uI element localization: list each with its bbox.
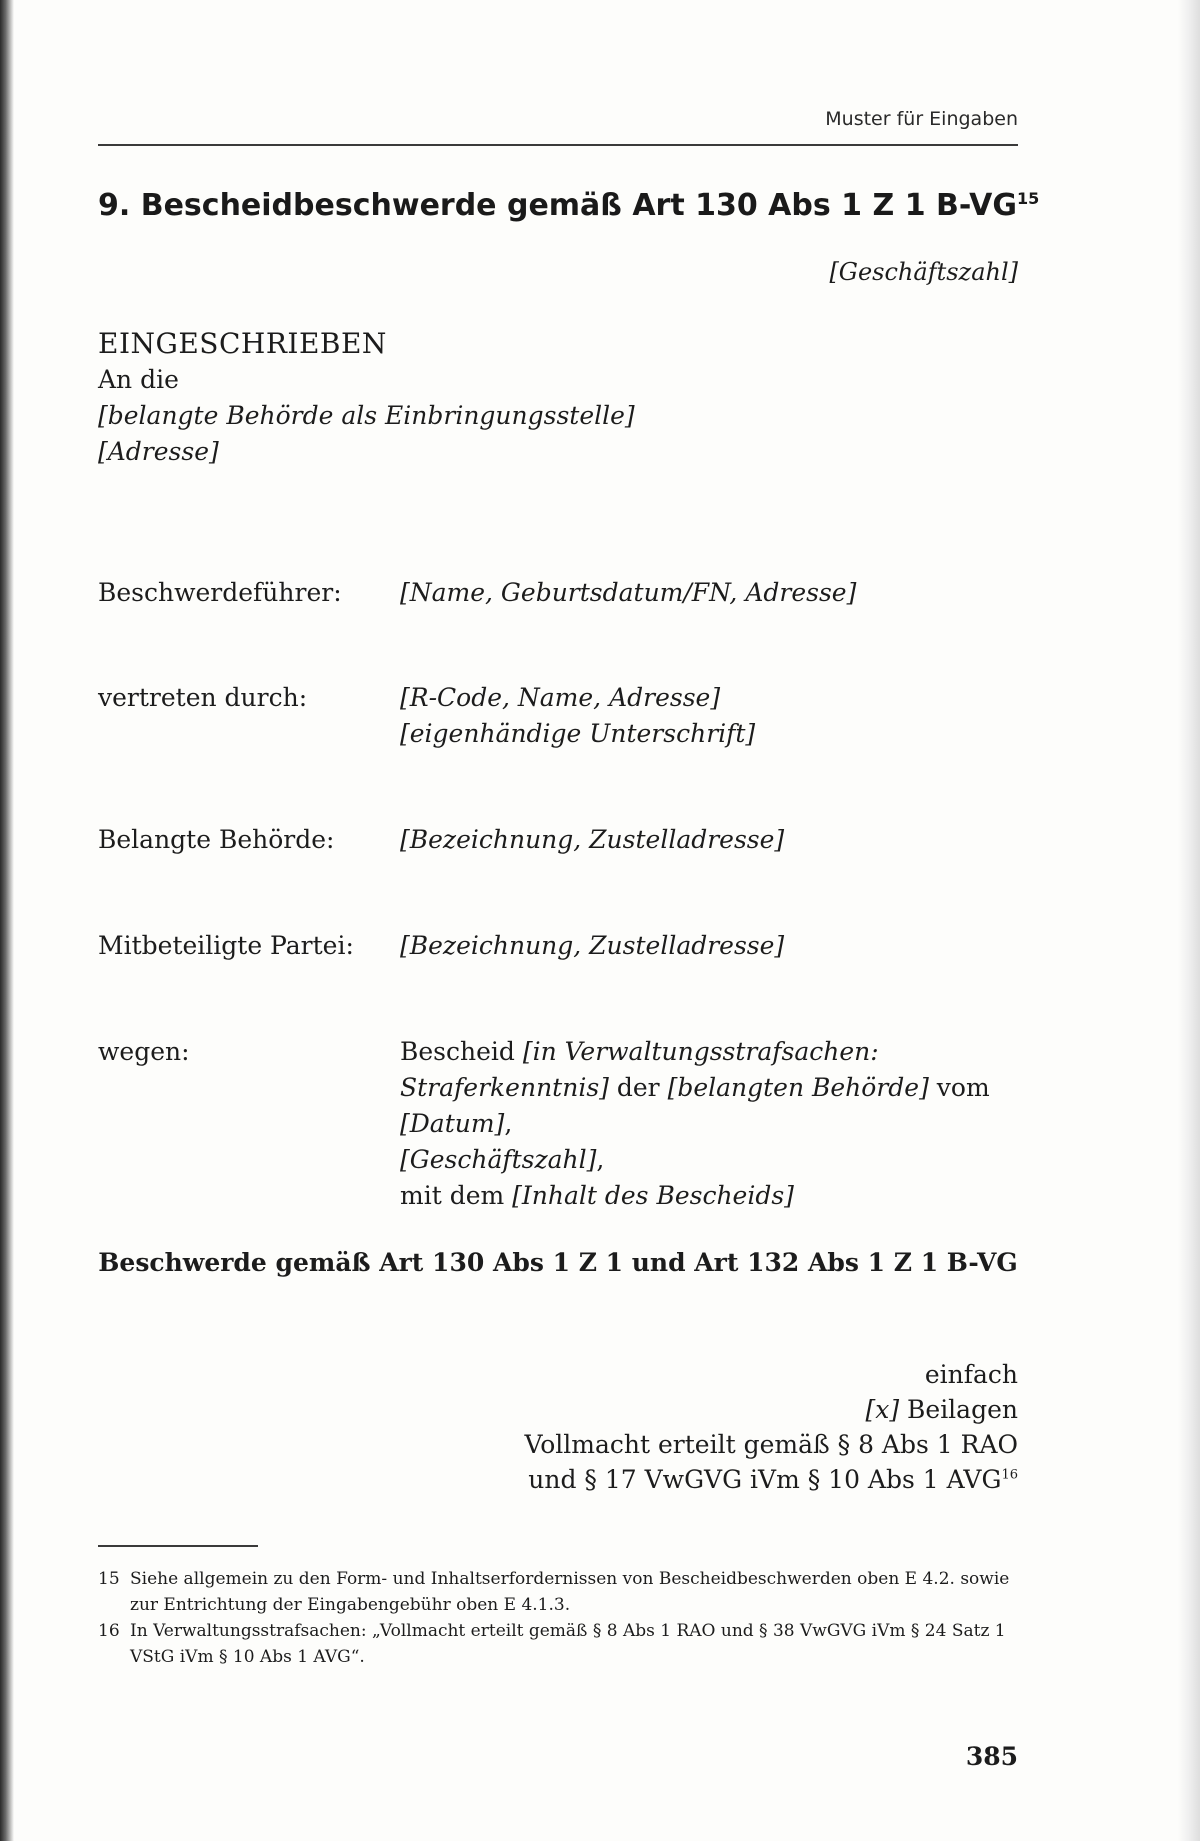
footnote-text: In Verwaltungsstrafsachen: „Vollmacht erteilt gemäß § 8 Abs 1 RAO und § 38 VwGVG iVm § 24 Satz 1 VStG iVm § 10 Abs 1 AVG“. — [130, 1621, 1006, 1667]
party-value: [Bezeichnung, Zustelladresse] — [400, 825, 785, 854]
subject-placeholder: [Geschäftszahl] — [400, 1145, 597, 1174]
attachments-line — [525, 1392, 1019, 1427]
party-label: Beschwerdeführer: — [98, 578, 342, 607]
address-block — [98, 326, 635, 470]
party-label: Mitbeteiligte Partei: — [98, 931, 354, 960]
footnote-ref-16: 16 — [1001, 1467, 1018, 1483]
subject-text: der — [608, 1073, 668, 1102]
party-value — [400, 680, 1020, 752]
case-number: [Geschäftszahl] — [829, 258, 1018, 286]
recipient-intro: An die — [98, 365, 179, 394]
subject-text: Bescheid — [400, 1037, 523, 1066]
attachments-count: [x] — [865, 1395, 900, 1424]
page-number: 385 — [965, 1742, 1018, 1771]
party-label: wegen: — [98, 1037, 190, 1066]
subject-placeholder: [Datum] — [400, 1109, 505, 1138]
attachments-label: Beilagen — [899, 1395, 1018, 1424]
party-label: vertreten durch: — [98, 683, 308, 712]
subject-placeholder: [Inhalt des Bescheids] — [512, 1181, 794, 1210]
representative-signature: [eigenhändige Unterschrift] — [400, 719, 756, 748]
power-of-attorney-basis-text: und § 17 VwGVG iVm § 10 Abs 1 AVG — [528, 1465, 1002, 1494]
subject-text: , — [596, 1145, 605, 1174]
footnote-number: 16 — [98, 1621, 120, 1641]
header-rule — [98, 144, 1018, 146]
footnote-16 — [98, 1618, 1018, 1670]
subject-text: vom — [928, 1073, 990, 1102]
filing-mode: einfach — [924, 1360, 1018, 1389]
filing-info — [525, 1357, 1019, 1497]
representative-details: [R-Code, Name, Adresse] — [400, 683, 721, 712]
footnote-text: Siehe allgemein zu den Form- und Inhaltserfordernissen von Bescheidbeschwerden oben E 4.2. sowie zur Entrichtung der Eingabengebühr oben E 4.1.3. — [130, 1569, 1010, 1615]
registered-mail-label: EINGESCHRIEBEN — [98, 327, 387, 360]
chapter-title — [98, 188, 1039, 223]
footnote-number: 15 — [98, 1569, 120, 1589]
subject-text: mit dem — [400, 1181, 513, 1210]
footnote-ref-15: 15 — [1016, 189, 1040, 208]
footnote-15 — [98, 1566, 1018, 1618]
power-of-attorney-basis — [525, 1462, 1019, 1497]
subject-placeholder: [belangten Behörde] — [667, 1073, 929, 1102]
running-head: Muster für Eingaben — [825, 108, 1018, 130]
party-value: [Bezeichnung, Zustelladresse] — [400, 931, 785, 960]
party-label: Belangte Behörde: — [98, 825, 335, 854]
party-value — [400, 1034, 1020, 1214]
subject-text: , — [504, 1109, 513, 1138]
page-edge-shadow — [1178, 0, 1200, 1841]
recipient-address: [Adresse] — [98, 437, 219, 466]
footnote-rule — [98, 1545, 258, 1547]
power-of-attorney-line: Vollmacht erteilt gemäß § 8 Abs 1 RAO — [524, 1430, 1018, 1459]
complaint-heading: Beschwerde gemäß Art 130 Abs 1 Z 1 und Art 132 Abs 1 Z 1 B-VG — [98, 1248, 1018, 1277]
chapter-title-text: 9. Bescheidbeschwerde gemäß Art 130 Abs 1 Z 1 B-VG — [98, 188, 1017, 223]
subject-placeholder: [in Verwaltungsstrafsachen: Straferkenntnis] — [400, 1037, 879, 1102]
party-value: [Name, Geburtsdatum/FN, Adresse] — [400, 578, 857, 607]
recipient-authority: [belangte Behörde als Einbringungsstelle] — [98, 401, 635, 430]
binding-shadow — [0, 0, 14, 1841]
footnotes — [98, 1566, 1018, 1670]
